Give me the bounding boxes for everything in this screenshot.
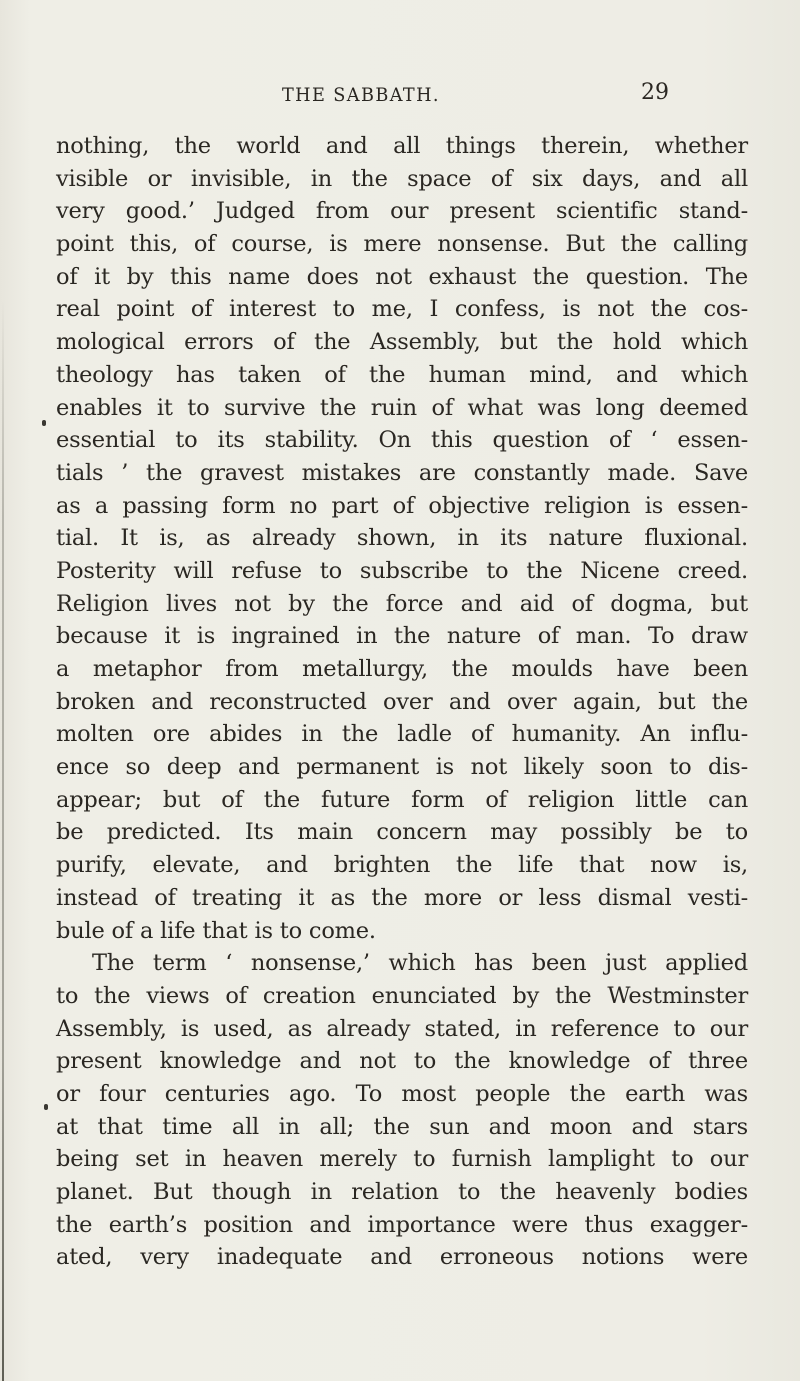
text-line: nothing, the world and all things therein, whether [56, 133, 748, 159]
margin-speck [42, 420, 46, 426]
text-line: essential to its stability. On this question of ‘ essen- [56, 427, 748, 454]
text-line: because it is ingrained in the nature of man. To draw [56, 623, 748, 650]
text-line: broken and reconstructed over and over again, but the [56, 688, 748, 715]
text-line: or four centuries ago. To most people the earth was [56, 1080, 748, 1107]
text-line: a metaphor from metallurgy, the moulds have been [56, 656, 748, 682]
body-text [56, 130, 748, 1274]
text-line: mological errors of the Assembly, but the hold which [56, 329, 748, 356]
text-line: being set in heaven merely to furnish lamplight to our [56, 1146, 748, 1173]
text-line: Assembly, is used, as already stated, in reference to our [56, 1015, 748, 1042]
text-line: enables it to survive the ruin of what was long deemed [56, 394, 748, 421]
text-line: as a passing form no part of objective religion is essen- [56, 492, 748, 519]
text-line: real point of interest to me, I confess, is not the cos- [56, 296, 748, 323]
text-line: ence so deep and permanent is not likely soon to dis- [56, 754, 748, 781]
text-line: present knowledge and not to the knowledge of three [56, 1048, 748, 1075]
text-line: purify, elevate, and brighten the life that now is, [56, 852, 748, 879]
page-header [0, 80, 800, 114]
text-line: Religion lives not by the force and aid of dogma, but [56, 590, 748, 617]
binding-gutter-shadow [2, 300, 4, 1381]
text-line: to the views of creation enunciated by the Westminster [56, 982, 748, 1009]
text-line: instead of treating it as the more or less dismal vesti- [56, 884, 748, 911]
page-number: 29 [641, 80, 669, 105]
text-line: appear; but of the future form of religion little can [56, 786, 748, 813]
text-line: of it by this name does not exhaust the question. The [56, 263, 748, 290]
text-line: very good.’ Judged from our present scientific stand- [56, 198, 748, 225]
text-line: ated, very inadequate and erroneous notions were [56, 1244, 748, 1271]
text-line-paragraph-start: The term ‘ nonsense,’ which has been just applied [92, 950, 748, 977]
text-line: planet. But though in relation to the heavenly bodies [56, 1179, 748, 1205]
text-line-paragraph-end: bule of a life that is to come. [56, 917, 376, 944]
text-line: visible or invisible, in the space of six days, and all [56, 165, 748, 192]
running-head: THE SABBATH. [282, 84, 440, 106]
text-line: the earth’s position and importance were thus exagger- [56, 1211, 748, 1238]
text-line: point this, of course, is mere nonsense. But the calling [56, 231, 748, 258]
text-line: at that time all in all; the sun and moon and stars [56, 1113, 748, 1140]
margin-speck [44, 1104, 48, 1110]
text-line: tial. It is, as already shown, in its nature fluxional. [56, 525, 748, 552]
text-line: be predicted. Its main concern may possibly be to [56, 819, 748, 846]
text-line: theology has taken of the human mind, and which [56, 361, 748, 388]
text-line: molten ore abides in the ladle of humanity. An influ- [56, 721, 748, 748]
text-line: Posterity will refuse to subscribe to the Nicene creed. [56, 557, 748, 584]
text-line: tials ’ the gravest mistakes are constantly made. Save [56, 459, 748, 486]
